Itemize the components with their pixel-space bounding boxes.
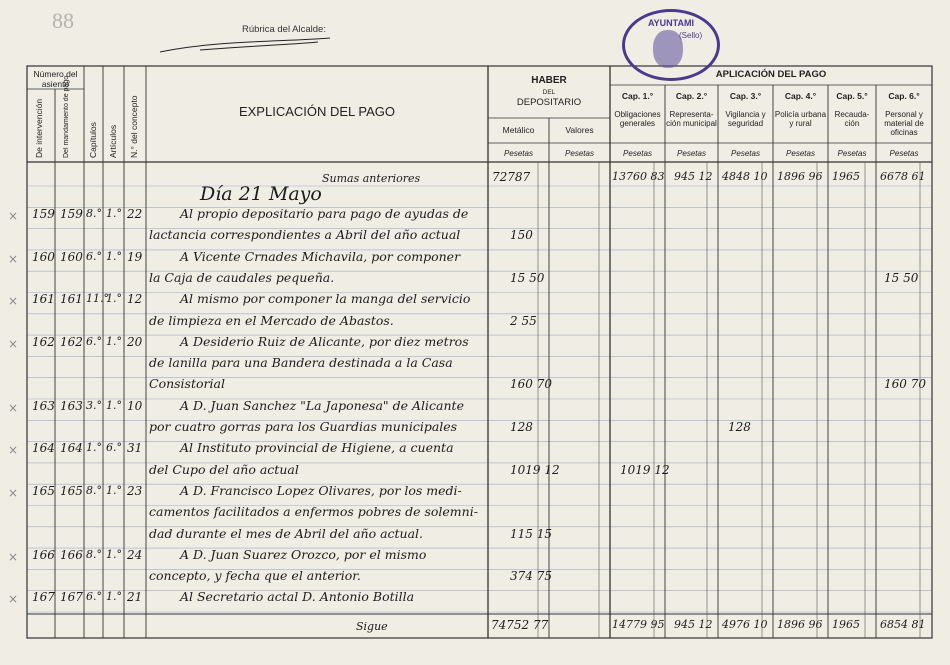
entry-capitulo: 8.° (86, 207, 102, 220)
sumas-cap3: 4848 10 (722, 170, 768, 183)
cap-subtitle-2: Representa- ción municipal (666, 110, 717, 128)
entry-concepto: 23 (127, 483, 143, 498)
entry-articulo: 1.° (106, 334, 122, 348)
cap-title-4: Cap. 4.° (784, 91, 817, 101)
entry-text-line: del Cupo del año actual (149, 461, 299, 477)
entry-text-line: lactancia correspondientes a Abril del año actual (149, 227, 461, 243)
pesetas-label: Pesetas (837, 149, 867, 158)
entry-text-line: concepto, y fecha que el anterior. (149, 568, 361, 584)
entry-application-amount: 15 50 (884, 270, 919, 285)
entry-metalico: 2 55 (510, 313, 537, 328)
entry-metalico: 1019 12 (510, 462, 560, 477)
stamp-top-text: AYUNTAMI (647, 18, 694, 28)
checkmark-x-icon: × (8, 336, 19, 351)
entry-mandamiento: 161 (60, 292, 83, 307)
entry-text-line: Al propio depositario para pago de ayudas de (180, 206, 469, 221)
cap-subtitle-3: Vigilancia y seguridad (725, 110, 766, 128)
cap-subtitle-4: Policía urbana y rural (774, 110, 827, 128)
entry-mandamiento: 164 (60, 441, 83, 456)
checkmark-x-icon: × (8, 294, 19, 309)
entry-concepto: 10 (127, 398, 143, 413)
cap-title-6: Cap. 6.° (888, 91, 920, 101)
entry-articulo: 1.° (106, 483, 122, 497)
entry-text-line: A Desiderio Ruiz de Alicante, por diez metros (180, 333, 469, 349)
entry-articulo: 1.° (106, 292, 122, 306)
sigue-cap6: 6854 81 (880, 618, 926, 631)
entry-text-line: A D. Juan Suarez Orozco, por el mismo (180, 546, 427, 562)
sumas-cap6: 6678 61 (880, 170, 926, 183)
col-capitulos: Capítulos (88, 122, 98, 158)
entry-text-line: Al Secretario actal D. Antonio Botilla (180, 589, 415, 605)
checkmark-x-icon: × (8, 549, 19, 564)
entry-concepto: 24 (127, 547, 143, 562)
entry-metalico: 15 50 (510, 270, 545, 285)
entry-capitulo: 8.° (86, 483, 102, 497)
checkmark-x-icon: × (8, 443, 19, 458)
entry-intervencion: 161 (32, 292, 55, 307)
sigue-cap3: 4976 10 (722, 618, 768, 631)
col-valores: Valores (565, 125, 594, 135)
cap-subtitle-1: Obligaciones generales (614, 110, 661, 128)
sigue-cap1: 14779 95 (612, 618, 665, 631)
entry-concepto: 19 (127, 249, 143, 264)
pesetas-label: Pesetas (677, 149, 706, 158)
col-articulos: Artículos (108, 124, 118, 158)
entry-text-line: la Caja de caudales pequeña. (149, 269, 335, 285)
entry-text-line: Consistorial (149, 376, 225, 392)
entry-concepto: 22 (127, 207, 143, 221)
pesetas-label: Pesetas (565, 149, 594, 158)
sumas-cap4: 1896 96 (777, 170, 823, 183)
entry-mandamiento: 166 (60, 547, 83, 562)
entry-concepto: 21 (127, 590, 143, 605)
entry-application-amount: 160 70 (884, 377, 926, 392)
pesetas-label: Pesetas (504, 149, 533, 158)
entry-metalico: 115 15 (510, 526, 552, 541)
checkmark-x-icon: × (8, 400, 19, 415)
entry-text-line: camentos facilitados a enfermos pobres de solemni- (149, 504, 478, 520)
entry-metalico: 160 70 (510, 377, 552, 392)
entry-mandamiento: 159 (60, 207, 83, 221)
entry-capitulo: 3.° (86, 398, 102, 412)
checkmark-x-icon: × (8, 209, 19, 223)
entry-intervencion: 167 (32, 590, 55, 605)
entry-text-line: de limpieza en el Mercado de Abastos. (149, 312, 394, 328)
entry-articulo: 6.° (106, 441, 122, 455)
entry-mandamiento: 160 (60, 249, 83, 264)
sumas-cap2: 945 12 (674, 170, 713, 183)
sigue-label: Sigue (356, 620, 388, 633)
cap-title-1: Cap. 1.° (621, 91, 654, 101)
cap-title-2: Cap. 2.° (675, 91, 708, 101)
entry-articulo: 1.° (106, 249, 122, 263)
entry-intervencion: 159 (32, 207, 55, 221)
pesetas-label: Pesetas (731, 149, 760, 158)
entry-intervencion: 165 (32, 483, 55, 498)
entry-intervencion: 166 (32, 547, 55, 562)
entry-metalico: 374 75 (510, 569, 552, 584)
entry-text-line: dad durante el mes de Abril del año actual. (149, 525, 424, 541)
entry-intervencion: 164 (32, 441, 55, 456)
entry-concepto: 12 (127, 292, 143, 307)
entry-capitulo: 1.° (86, 441, 102, 455)
page-number: 88 (52, 8, 74, 33)
sigue-metalico: 74752 77 (491, 618, 549, 632)
entry-articulo: 1.° (106, 207, 122, 220)
entry-application-amount: 128 (728, 420, 751, 434)
sigue-cap5: 1965 (832, 618, 860, 631)
col-del-mandamiento: Del mandamiento de pago (63, 75, 70, 158)
entry-text-line: de lanilla para una Bandera destinada a la Casa (149, 355, 453, 371)
col-metalico: Metálico (502, 125, 535, 135)
cap-title-5: Cap. 5.° (836, 91, 868, 101)
entry-text-line: Al Instituto provincial de Higiene, a cuenta (180, 440, 454, 456)
entry-application-amount: 1019 12 (620, 462, 670, 477)
entry-intervencion: 163 (32, 398, 55, 413)
sumas-anteriores-label: Sumas anteriores (322, 172, 421, 185)
cap-subtitle-5: Recauda- ción (834, 110, 870, 128)
sumas-cap1: 13760 83 (612, 170, 665, 183)
col-numero-asiento: Número del asiento (33, 69, 78, 89)
entry-concepto: 31 (127, 441, 143, 456)
entry-mandamiento: 165 (60, 483, 83, 498)
pesetas-label: Pesetas (786, 149, 815, 158)
entry-text-line: A Vicente Crnades Michavila, por componer (180, 248, 461, 264)
sumas-metalico: 72787 (492, 170, 531, 184)
haber-title: HABER (531, 75, 567, 86)
entry-text-line: Al mismo por componer la manga del servicio (180, 291, 471, 307)
entry-capitulo: 8.° (86, 547, 102, 561)
pesetas-label: Pesetas (889, 149, 919, 158)
cap-subtitle-6: Personal y material de oficinas (884, 110, 924, 137)
sigue-cap4: 1896 96 (777, 618, 823, 631)
entry-capitulo: 6.° (86, 249, 102, 263)
entry-capitulo: 6.° (86, 334, 102, 348)
haber-depositario: DEPOSITARIO (516, 97, 582, 108)
entry-text-line: A D. Juan Sanchez "La Japonesa" de Alicante (180, 397, 464, 413)
day-heading: Día 21 Mayo (200, 183, 322, 205)
pesetas-label: Pesetas (623, 149, 652, 158)
entry-intervencion: 162 (32, 334, 55, 349)
haber-del: DEL (542, 89, 556, 96)
rubrica-label: Rúbrica del Alcalde: (242, 24, 326, 35)
entry-intervencion: 160 (32, 249, 55, 264)
aplicacion-title: APLICACIÓN DEL PAGO (715, 69, 827, 80)
entry-capitulo: 11.° (86, 292, 109, 306)
entry-capitulo: 6.° (86, 590, 102, 604)
entry-metalico: 128 (510, 420, 533, 434)
sumas-cap5: 1965 (832, 170, 860, 183)
entry-mandamiento: 163 (60, 398, 83, 413)
col-de-intervencion: De intervención (34, 98, 44, 158)
checkmark-x-icon: × (8, 592, 19, 607)
entry-articulo: 1.° (106, 398, 122, 412)
stamp-label: (Sello) (679, 31, 703, 40)
entry-articulo: 1.° (106, 590, 122, 604)
entry-text-line: por cuatro gorras para los Guardias municipales (149, 419, 458, 434)
sigue-cap2: 945 12 (674, 618, 713, 631)
entry-mandamiento: 167 (60, 590, 83, 605)
entry-concepto: 20 (127, 334, 143, 349)
checkmark-x-icon: × (8, 251, 19, 266)
col-explicacion: EXPLICACIÓN DEL PAGO (238, 104, 396, 119)
cap-title-3: Cap. 3.° (729, 91, 762, 101)
col-concepto: N.° del concepto (129, 95, 139, 158)
entry-articulo: 1.° (106, 547, 122, 561)
entry-mandamiento: 162 (60, 334, 83, 349)
entry-metalico: 150 (510, 228, 533, 243)
checkmark-x-icon: × (8, 485, 19, 500)
entry-text-line: A D. Francisco Lopez Olivares, por los medi- (180, 482, 462, 498)
